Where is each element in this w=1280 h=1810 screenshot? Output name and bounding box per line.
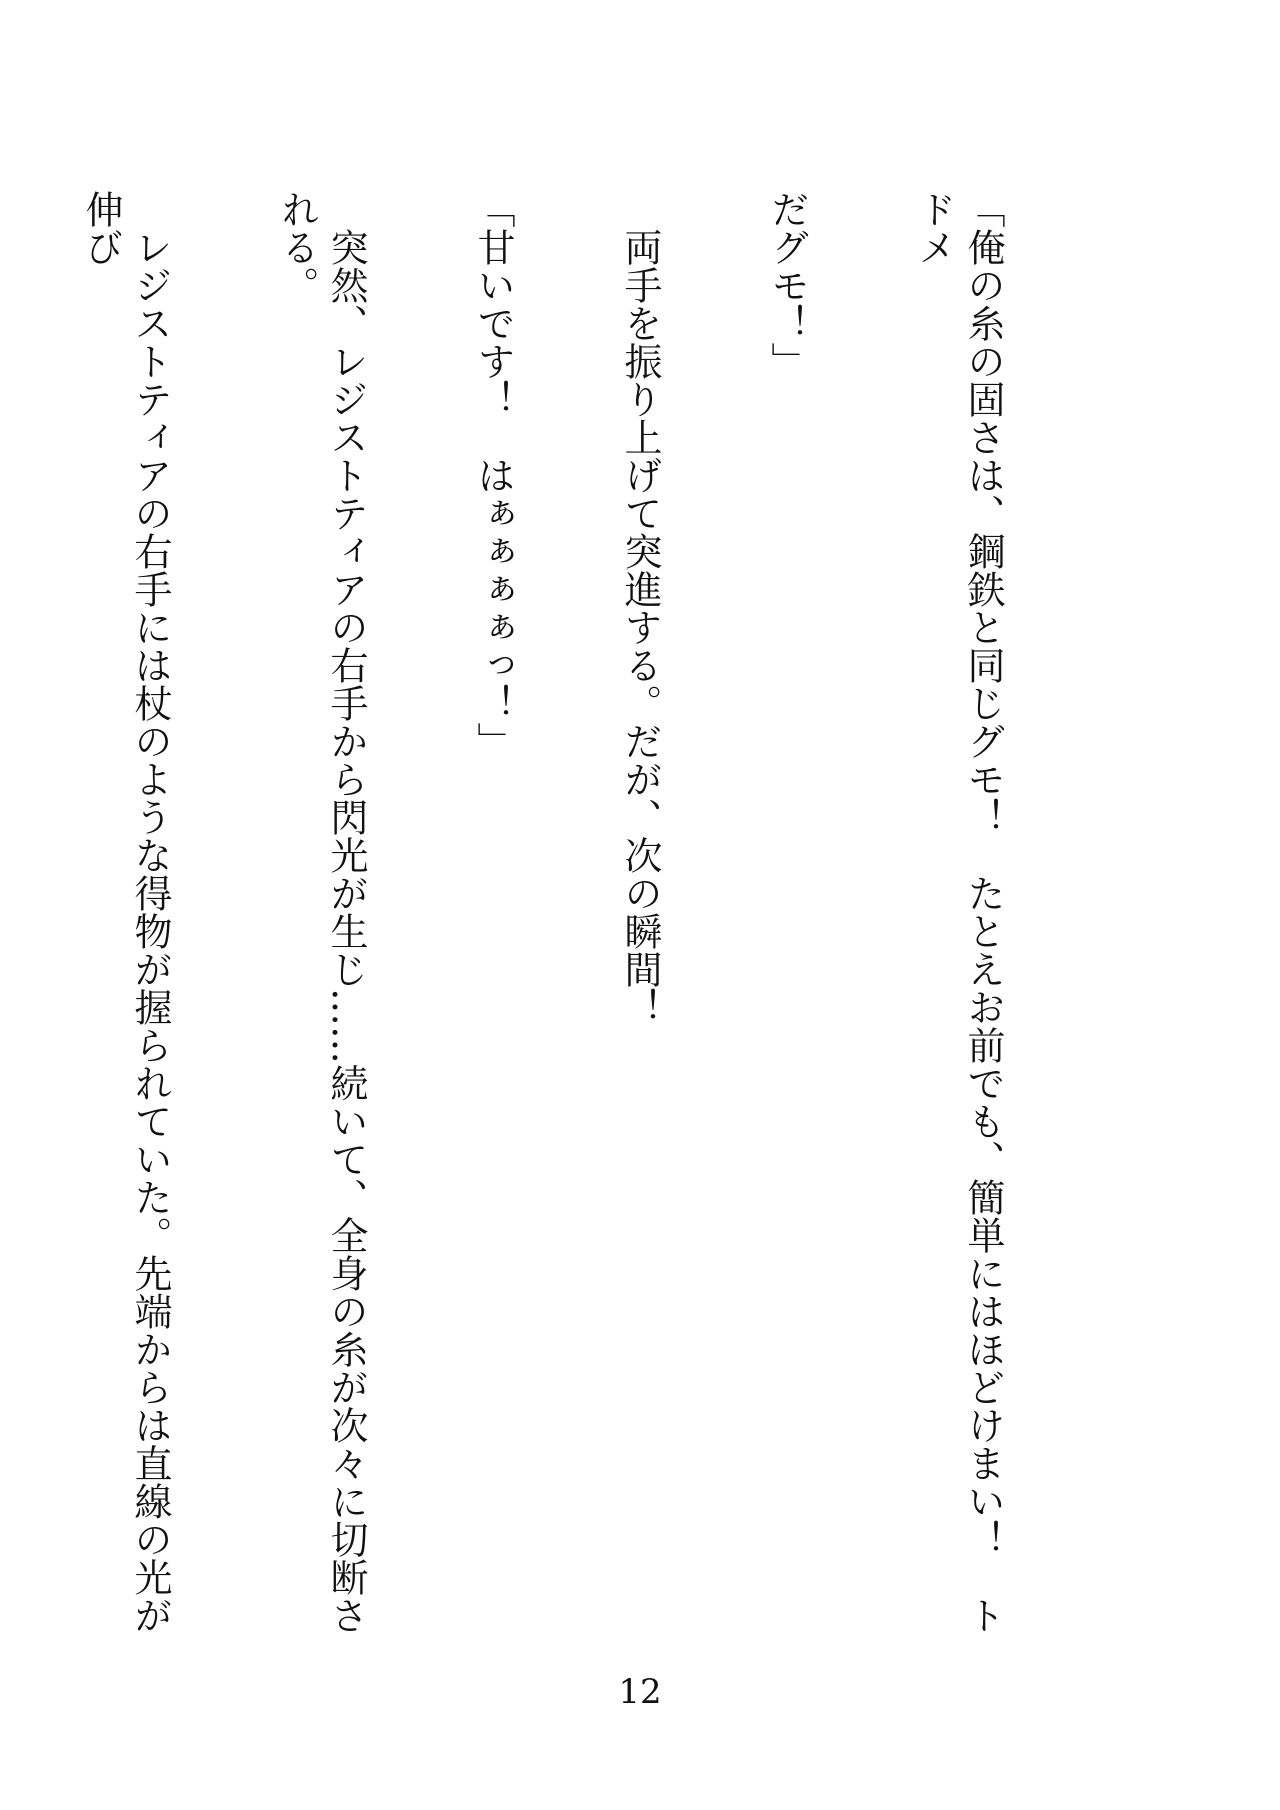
text-line: だグモ！」 — [765, 190, 809, 380]
text-line: レジストティアの右手には杖のような得物が握られていた。先端からは直線の光が伸び — [79, 190, 172, 1634]
page-number: 12 — [618, 1672, 662, 1712]
text-line: 「甘いです！ はぁぁぁぁっ！」 — [471, 190, 515, 760]
text-line: 「俺の糸の固さは、鋼鉄と同じグモ！ たとえお前でも、簡単にはほどけまい！ トドメ — [912, 190, 1005, 1634]
vertical-text-body — [0, 190, 1105, 1640]
text-line: 両手を振り上げて突進する。だが、次の瞬間！ — [618, 190, 662, 1026]
text-line: 突然、レジストティアの右手から閃光が生じ……続いて、全身の糸が次々に切断される。 — [275, 190, 368, 1634]
